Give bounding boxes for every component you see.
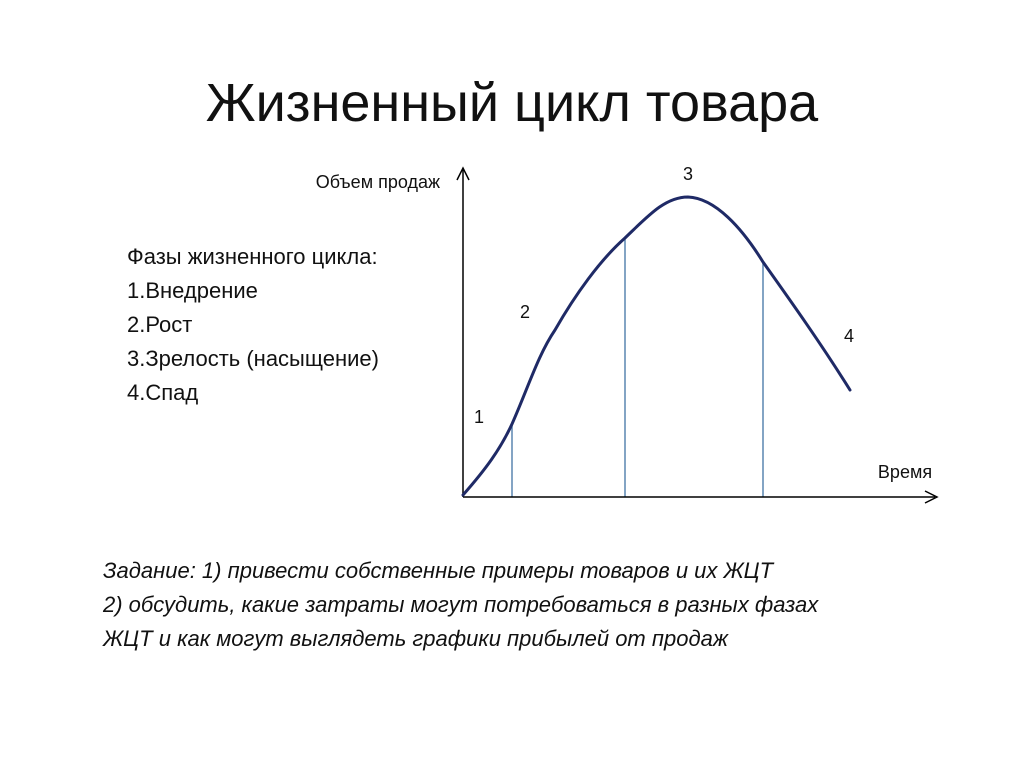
- y-axis-label: Объем продаж: [315, 172, 440, 192]
- stage-label-4: 4: [844, 326, 855, 346]
- x-axis-label: Время: [877, 462, 933, 482]
- stage-label-1: 1: [474, 407, 485, 427]
- task-line: 2) обсудить, какие затраты могут потребоваться в разных фазах: [103, 592, 819, 617]
- task-line: ЖЦТ и как могут выглядеть графики прибылей от продаж: [103, 626, 728, 651]
- phase-item: 2.Рост: [127, 312, 193, 337]
- phase-item: 3.Зрелость (насыщение): [127, 346, 379, 371]
- lifecycle-curve: [463, 197, 850, 495]
- task-line: Задание: 1) привести собственные примеры товаров и их ЖЦТ: [103, 558, 774, 583]
- task-text: [103, 554, 818, 656]
- phase-item: 1.Внедрение: [127, 278, 258, 303]
- slide-title: Жизненный цикл товара: [205, 73, 819, 133]
- phase-item: 4.Спад: [127, 380, 199, 405]
- phases-heading: Фазы жизненного цикла:: [127, 244, 378, 269]
- stage-label-2: 2: [520, 302, 531, 322]
- stage-label-3: 3: [683, 164, 694, 184]
